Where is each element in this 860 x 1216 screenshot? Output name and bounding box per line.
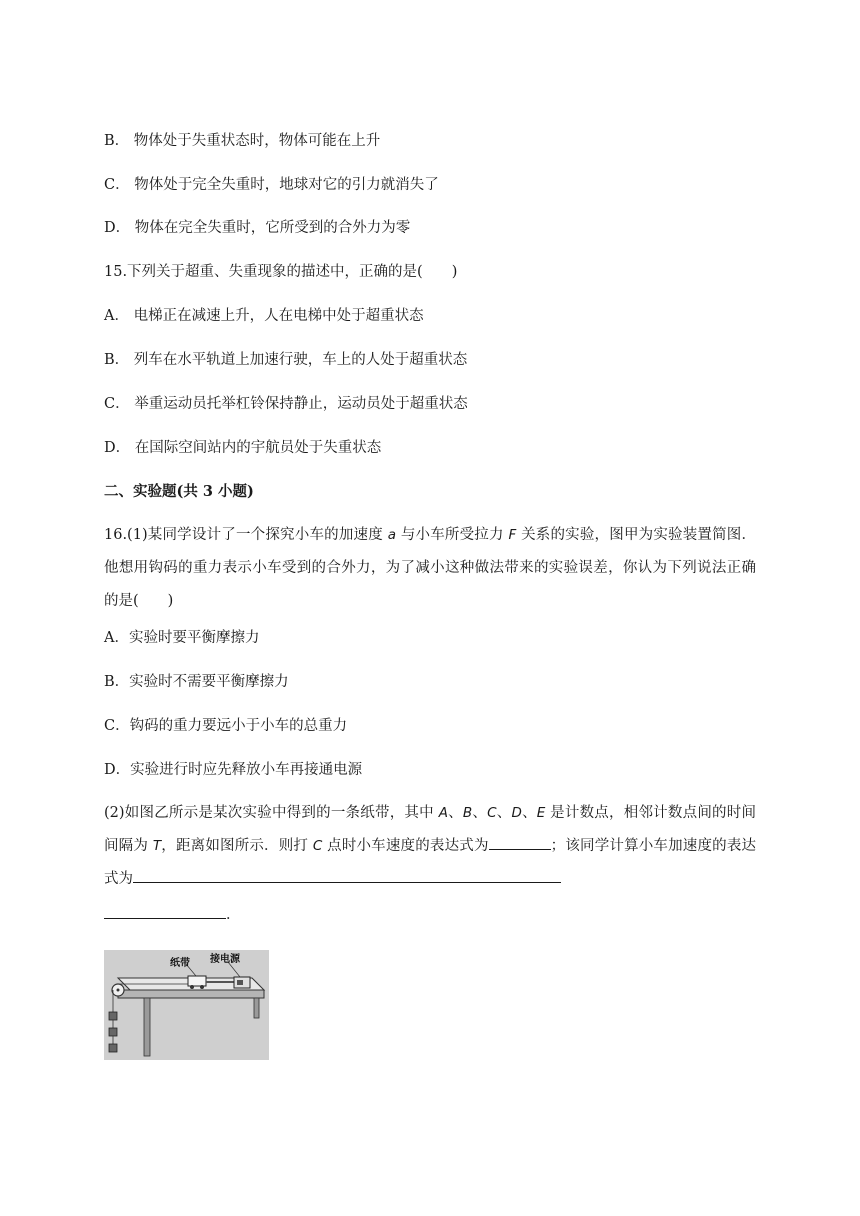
q16-option-b: B．实验时不需要平衡摩擦力 — [104, 674, 289, 690]
weight-3 — [109, 1044, 117, 1052]
q16-option-a: A．实验时要平衡摩擦力 — [104, 630, 260, 646]
q14-option-c: C． 物体处于完全失重时，地球对它的引力就消失了 — [104, 177, 439, 193]
cart — [188, 976, 206, 986]
table-edge — [118, 990, 264, 998]
section-title: 二、实验题(共 3 小题) — [104, 483, 254, 500]
q15-option-d: D． 在国际空间站内的宇航员处于失重状态 — [104, 440, 382, 456]
q16-part1-stem: 16.(1)某同学设计了一个探究小车的加速度 a 与小车所受拉力 F 关系的实验，图甲为实验装置简图．他想用钩码的重力表示小车受到的合外力，为了减小这种做法带来的实验误差，你认为下列说法正确的是( ) — [104, 527, 757, 609]
q15-option-b: B． 列车在水平轨道上加速行驶，车上的人处于超重状态 — [104, 352, 468, 368]
label-paper-tape: 纸带 — [170, 958, 190, 969]
q14-option-b: B． 物体处于失重状态时，物体可能在上升 — [104, 133, 381, 149]
q16-part2-stem: (2)如图乙所示是某次实验中得到的一条纸带，其中 A、B、C、D、E 是计数点，相邻计数点间的时间间隔为 T，距离如图所示．则打 C 点时小车速度的表达式为 ；该同学计算小车加速度的表达式为 — [104, 805, 757, 887]
q15-option-c: C． 举重运动员托举杠铃保持静止，运动员处于超重状态 — [104, 396, 468, 412]
q14-option-d: D． 物体在完全失重时，它所受到的合外力为零 — [104, 220, 411, 236]
q15-option-a: A． 电梯正在减速上升，人在电梯中处于超重状态 — [104, 308, 424, 324]
answer-blank-continuation-line: ． — [104, 904, 241, 926]
label-power: 接电源 — [210, 954, 240, 965]
q15-stem: 15.下列关于超重、失重现象的描述中，正确的是( ) — [104, 264, 458, 280]
weight-2 — [109, 1028, 117, 1036]
answer-blank-acceleration[interactable] — [133, 868, 561, 883]
answer-blank-velocity[interactable] — [489, 835, 551, 850]
answer-blank-acceleration-continued[interactable] — [104, 904, 226, 919]
table-leg-left — [144, 998, 150, 1056]
q16-option-c: C．钩码的重力要远小于小车的总重力 — [104, 718, 348, 734]
weight-1 — [109, 1012, 117, 1020]
experiment-apparatus-figure — [104, 950, 269, 1060]
table-leg-right — [254, 998, 259, 1018]
q16-option-d: D．实验进行时应先释放小车再接通电源 — [104, 762, 363, 778]
